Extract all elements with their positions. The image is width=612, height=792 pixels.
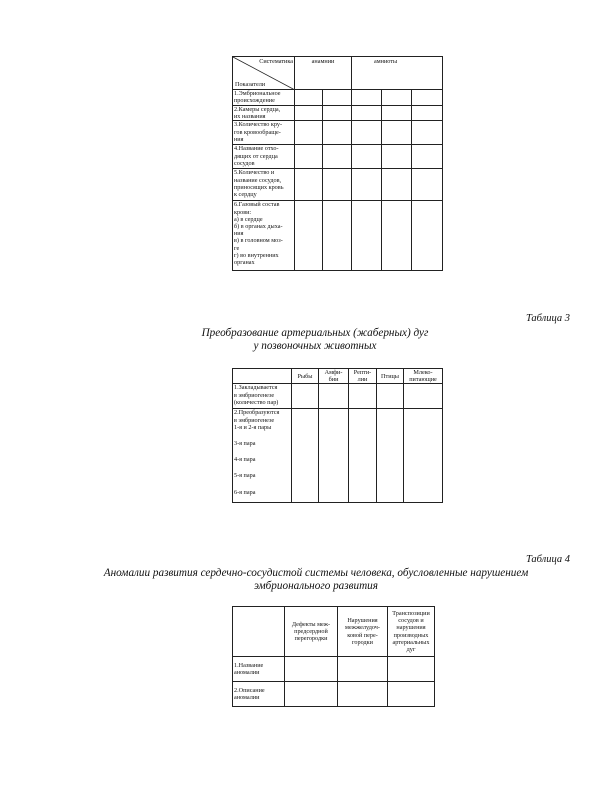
group-amniota-header: амниоты [352,57,443,90]
table4-label: Таблица 4 [525,554,570,565]
row2-header: 2.Преобразуются в эмбриогенезе 1-я и 2-я пары [234,409,280,431]
row-label: 1.Закладывается в эмбриогенезе (количество пар) [233,384,292,409]
col-atrial-septum-defects: Дефекты меж- предсердной перегородки [285,607,338,657]
anomalies-table [232,606,435,707]
table3-title-line1: Преобразование артериальных (жаберных) дуг [201,327,429,339]
table4-title-line2: эмбрионального развития [254,580,378,592]
row-label: 2.Камеры сердца, их названия [233,106,295,121]
arterial-arches-table [232,368,443,503]
diagonal-header-cell [233,57,295,90]
table4-title [60,567,572,593]
col-birds: Птицы [377,369,404,384]
table3-title-line2: у позвоночных животных [253,340,377,352]
col-amphibians: Амфи- бии [319,369,349,384]
pair-4: 4-я пара [234,456,256,464]
row-label: 6.Газовый состав крови: а) в сердце б) в органах дыха- ния в) в головном моз- ге г) во внутренних органах [233,201,295,271]
row-label: 1.Название аномалии [233,657,285,682]
col-reptiles: Репти- лии [349,369,377,384]
col-ventricular-septum-defects: Нарушения межжелудоч- ковой пере- городки [338,607,388,657]
indicators-label: Показатели [235,80,266,88]
pair-5: 5-я пара [234,472,256,480]
row-label: 2.Описание аномалии [233,682,285,707]
circulatory-comparison-table [232,56,443,271]
systematics-label: Систематика [259,58,293,65]
row-label [233,409,292,503]
pair-6: 6-я пара [234,488,256,496]
table3-label: Таблица 3 [525,313,570,324]
col-fish: Рыбы [292,369,319,384]
pair-3: 3-я пара [234,440,256,448]
row-label: 5.Количество и название сосудов, приносящих кровь к сердцу [233,169,295,201]
col-vessel-transpositions: Транспозиции сосудов и нарушения производных артериальных дуг [388,607,435,657]
table3-title [150,327,480,353]
row-label: 4.Название отхо- дящих от сердца сосудов [233,145,295,169]
table4-title-line1: Аномалии развития сердечно-сосудистой системы человека, обусловленные нарушением [103,567,529,579]
group-anamnia-header: анамнии [295,57,352,90]
row-label: 1.Эмбриональное происхождение [233,90,295,106]
row-label: 3.Количество кру- гов кровообраще- ния [233,121,295,145]
col-mammals: Млеко- питающие [404,369,443,384]
